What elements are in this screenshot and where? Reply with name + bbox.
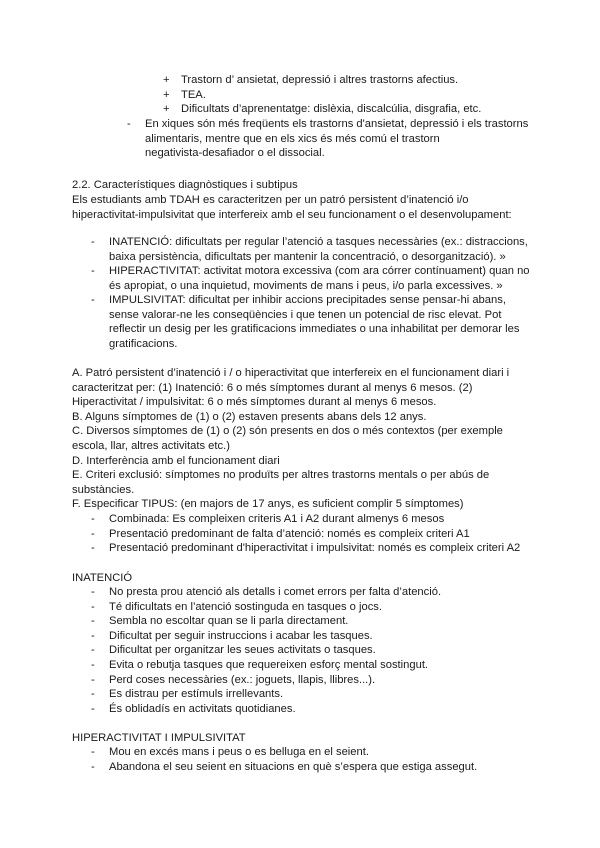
section-heading: 2.2. Característiques diagnòstiques i subtipus: [72, 179, 298, 191]
list-item: Presentació predominant d'hiperactivitat i impulsivitat: només es compleix criteri A2: [109, 542, 521, 554]
dash-bullet: -: [91, 688, 95, 700]
list-item: INATENCIÓ: dificultats per regular l’atenció a tasques necessàries (ex.: distraccions, baixa persistència, dificultats per mantenir la concentració, o desorganització). »: [109, 236, 528, 263]
inatencio-heading: INATENCIÓ: [72, 572, 133, 584]
dash-bullet: -: [91, 586, 95, 598]
list-item: No presta prou atenció als detalls i comet errors per falta d’atenció.: [109, 586, 442, 598]
dash-bullet: -: [91, 528, 95, 540]
list-item: Dificultat per seguir instruccions i acabar les tasques.: [109, 630, 373, 642]
list-item: TEA.: [181, 89, 206, 101]
list-item: Mou en excés mans i peus o es belluga en el seient.: [109, 746, 369, 758]
list-item: IMPULSIVITAT: dificultat per inhibir accions precipitades sense pensar-hi abans, sense valorar-ne les conseqüències i que tenen un potencial de risc elevat. Pot reflectir un desig per les gratificacions immediates o una inhabilitat per demorar les gratificacions.: [109, 294, 520, 350]
hiperactivitat-heading: HIPERACTIVITAT I IMPULSIVITAT: [72, 732, 246, 744]
dash-bullet: -: [91, 644, 95, 656]
list-item: Sembla no escoltar quan se li parla directament.: [109, 615, 349, 627]
list-item: Té dificultats en l’atenció sostinguda en tasques o jocs.: [109, 601, 383, 613]
dash-bullet: -: [91, 659, 95, 671]
criteria-block: A. Patró persistent d’inatenció i / o hiperactivitat que interfereix en el funcionament diari i caracteritzat per: (1) Inatenció: 6 o més símptomes durant al menys 6 mesos. (2) Hiperactivitat / impulsivitat: 6 o més símptomes durant al menys 6 mesos. B. Alguns símptomes de (1) o (2) estaven presents abans dels 12 anys. C. Diversos símptomes de (1) o (2) són presents en dos o més contextos (per exemple escola, llar, altres activitats etc.) D. Interferència amb el funcionament diari E. Criteri exclusió: símptomes no produïts per altres trastorns mentals o per abús de substàncies. F. Especificar TIPUS: (en majors de 17 anys, es suficient complir 5 símptomes): [72, 367, 510, 511]
plus-bullet: +: [163, 89, 170, 101]
list-item: Es distrau per estímuls irrellevants.: [109, 688, 284, 700]
dash-bullet: -: [127, 118, 131, 130]
dash-bullet: -: [91, 615, 95, 627]
list-item: Combinada: Es compleixen criteris A1 i A2 durant almenys 6 mesos: [109, 513, 445, 525]
dash-bullet: -: [91, 630, 95, 642]
section-intro: Els estudiants amb TDAH es caracteritzen per un patró persistent d’inatenció i/o hiperactivitat-impulsivitat que interfereix amb el seu funcionament o el desenvolupament:: [72, 194, 512, 221]
list-item: Presentació predominant de falta d’atenció: només es compleix criteri A1: [109, 528, 470, 540]
dash-bullet: -: [91, 601, 95, 613]
plus-bullet: +: [163, 74, 170, 86]
dash-bullet: -: [91, 294, 95, 306]
list-item: Trastorn d’ ansietat, depressió i altres trastorns afectius.: [181, 74, 459, 86]
dash-bullet: -: [91, 542, 95, 554]
list-item: Abandona el seu seient en situacions en què s’espera que estiga assegut.: [109, 761, 478, 773]
list-item: Dificultats d’aprenentatge: dislèxia, discalcúlia, disgrafia, etc.: [181, 103, 482, 115]
list-item: Perd coses necessàries (ex.: joguets, llapis, llibres...).: [109, 674, 376, 686]
gender-note: En xiques són més freqüents els trastorns d'ansietat, depressió i els trastorns alimentaris, mentre que en els xics és més comú el trastorn negativista-desafiador o el dissocial.: [145, 118, 529, 160]
plus-bullet: +: [163, 103, 170, 115]
list-item: Dificultat per organitzar les seues activitats o tasques.: [109, 644, 376, 656]
dash-bullet: -: [91, 265, 95, 277]
list-item: HIPERACTIVITAT: activitat motora excessiva (com ara córrer contínuament) quan no és apropiat, o una inquietud, moviments de mans i peus, i/o parla excessives. »: [109, 265, 530, 292]
dash-bullet: -: [91, 746, 95, 758]
dash-bullet: -: [91, 703, 95, 715]
list-item: Evita o rebutja tasques que requereixen esforç mental sostingut.: [109, 659, 429, 671]
list-item: És oblidadís en activitats quotidianes.: [109, 703, 296, 715]
dash-bullet: -: [91, 674, 95, 686]
dash-bullet: -: [91, 761, 95, 773]
dash-bullet: -: [91, 236, 95, 248]
dash-bullet: -: [91, 513, 95, 525]
